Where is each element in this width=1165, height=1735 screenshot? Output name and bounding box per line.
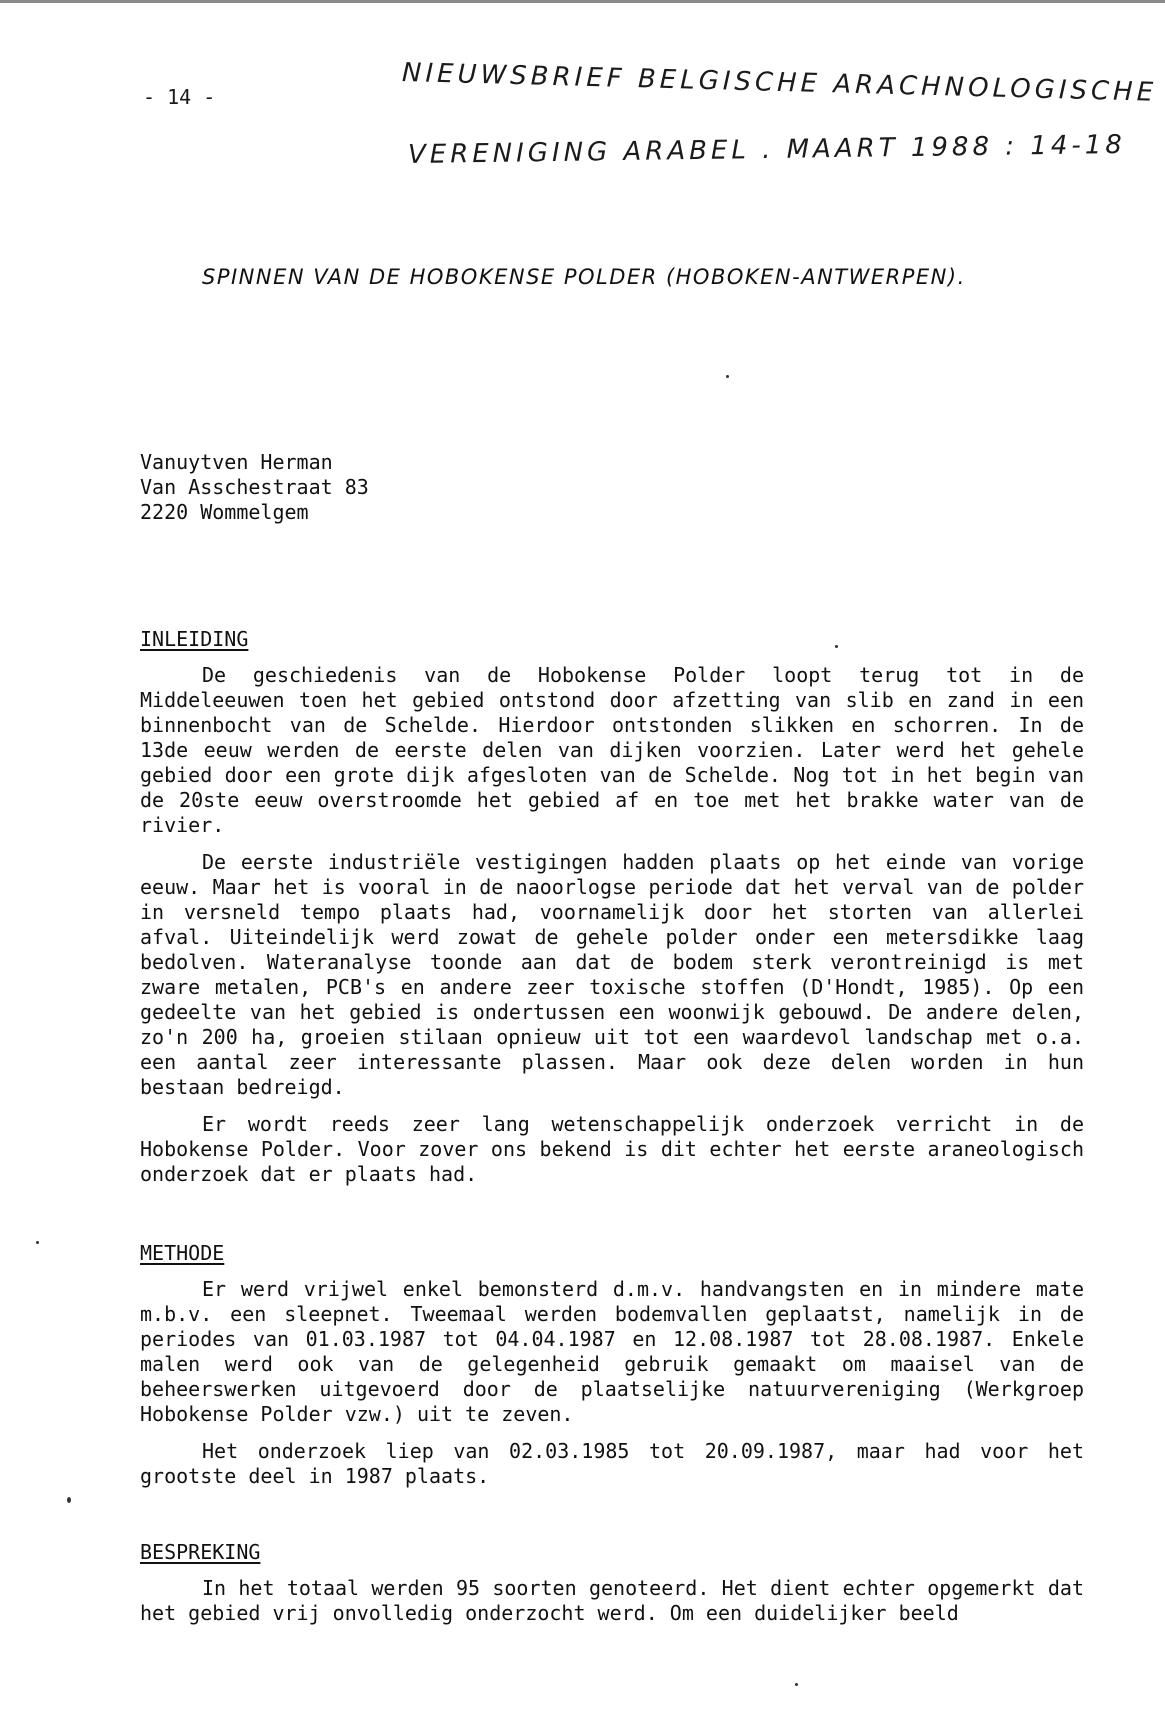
handwritten-citation-line-1: NIEUWSBRIEF BELGISCHE ARACHNOLOGISCHE xyxy=(401,58,1158,108)
section-heading-methode: METHODE xyxy=(140,1241,225,1265)
scan-speck xyxy=(67,1497,71,1503)
section-heading-inleiding: INLEIDING xyxy=(140,627,249,651)
article-title: SPINNEN VAN DE HOBOKENSE POLDER (HOBOKEN-ANTWERPEN). xyxy=(202,265,966,289)
paragraph: De geschiedenis van de Hobokense Polder loopt terug tot in de Middeleeuwen toen het gebied ontstond door afzetting van slib en zand in een binnenbocht van de Schelde. Hierdoor ontstonden slikken en schorren. In de 13de eeuw werden de eerste delen van dijken voorzien. Later werd het gehele gebied door een grote dijk afgesloten van de Schelde. Nog tot in het begin van de 20ste eeuw overstroomde het gebied af en toe met het brakke water van de rivier. xyxy=(140,663,1084,837)
paragraph: De eerste industriële vestigingen hadden plaats op het einde van vorige eeuw. Maar het is vooral in de naoorlogse periode dat het verval van de polder in versneld tempo plaats had, voornamelijk door het storten van allerlei afval. Uiteindelijk werd zowat de gehele polder onder een metersdikke laag bedolven. Wateranalyse toonde aan dat de bodem sterk verontreinigd is met zware metalen, PCB's en andere zeer toxische stoffen (D'Hondt, 1985). Op een gedeelte van het gebied is ondertussen een woonwijk gebouwd. De andere delen, zo'n 200 ha, groeien stilaan opnieuw uit tot een waardevol landschap met o.a. een aantal zeer interessante plassen. Maar ook deze delen worden in hun bestaan bedreigd. xyxy=(140,850,1084,1099)
author-city: 2220 Wommelgem xyxy=(140,500,309,524)
scan-speck xyxy=(726,375,729,378)
section-body-methode xyxy=(140,1277,1084,1501)
scan-speck xyxy=(36,1241,39,1244)
page-number: - 14 - xyxy=(143,85,216,109)
paragraph: Het onderzoek liep van 02.03.1985 tot 20.09.1987, maar had voor het grootste deel in 1987 plaats. xyxy=(140,1439,1084,1488)
scan-speck xyxy=(795,1683,798,1686)
section-body-inleiding xyxy=(140,663,1084,1199)
author-name: Vanuytven Herman xyxy=(140,450,333,474)
paragraph: Er werd vrijwel enkel bemonsterd d.m.v. handvangsten en in mindere mate m.b.v. een sleepnet. Tweemaal werden bodemvallen geplaatst, namelijk in de periodes van 01.03.1987 tot 04.04.1987 en 12.08.1987 tot 28.08.1987. Enkele malen werd ook van de gelegenheid gebruik gemaakt om maaisel van de beheerswerken uitgevoerd door de plaatselijke natuurvereniging (Werkgroep Hobokense Polder vzw.) uit te zeven. xyxy=(140,1277,1084,1426)
section-body-bespreking xyxy=(140,1576,1084,1638)
scan-speck xyxy=(835,645,838,648)
paragraph: In het totaal werden 95 soorten genoteerd. Het dient echter opgemerkt dat het gebied vrij onvolledig onderzocht werd. Om een duidelijker beeld xyxy=(140,1576,1084,1625)
author-street: Van Asschestraat 83 xyxy=(140,475,369,499)
paragraph: Er wordt reeds zeer lang wetenschappelijk onderzoek verricht in de Hobokense Polder. Voor zover ons bekend is dit echter het eerste araneologisch onderzoek dat er plaats had. xyxy=(140,1112,1084,1186)
author-address xyxy=(140,450,369,525)
section-heading-bespreking: BESPREKING xyxy=(140,1540,261,1564)
handwritten-citation-line-2: VERENIGING ARABEL . MAART 1988 : 14-18 xyxy=(407,129,1127,170)
